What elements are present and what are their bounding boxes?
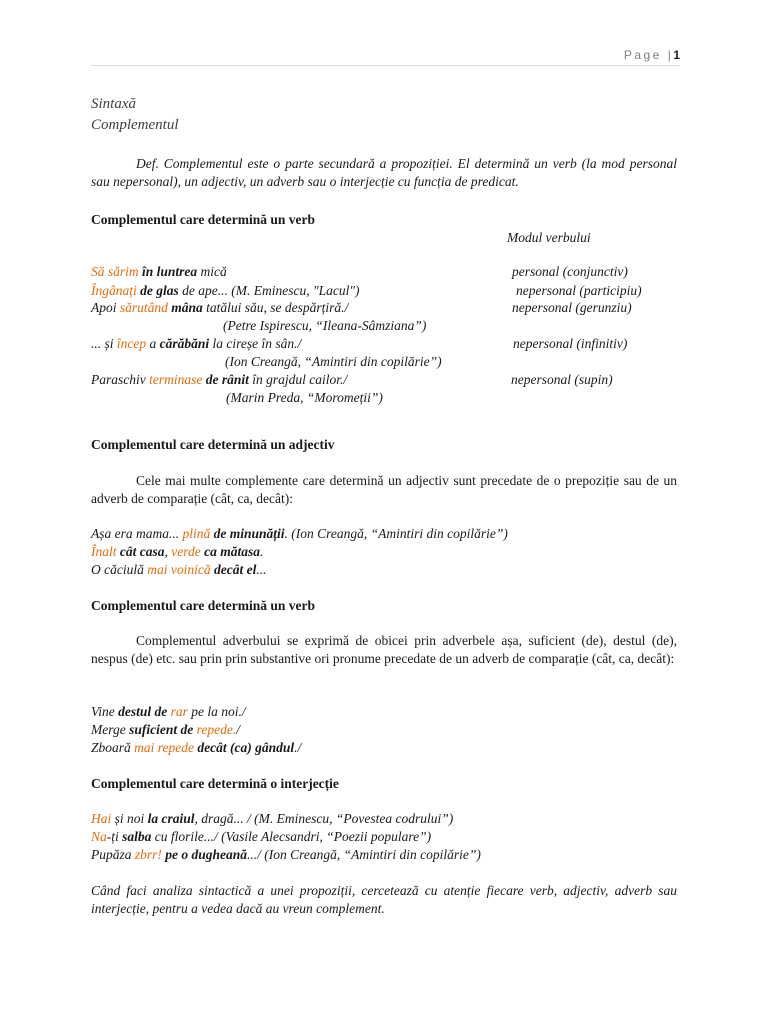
section2-heading: Complementul care determină un adjectiv <box>91 437 335 452</box>
section4-heading: Complementul care determină o interjecție <box>91 776 339 791</box>
mode-label: nepersonal (participiu) <box>516 283 642 298</box>
example-line: Pupăza zbrr! pe o dugheană.../ (Ion Creangă, “Amintiri din copilărie”) <box>91 847 481 862</box>
section1-heading: Complementul care determină un verb <box>91 212 315 227</box>
section3-heading: Complementul care determină un verb <box>91 598 315 613</box>
example-line: Așa era mama... plină de minunății. (Ion Creangă, “Amintiri din copilărie”) <box>91 526 508 541</box>
example-line: Vine destul de rar pe la noi./ <box>91 704 246 719</box>
example-line: O căciulă mai voinică decât el... <box>91 562 267 577</box>
example-line: Merge suficient de repede./ <box>91 722 240 737</box>
mode-label: nepersonal (supin) <box>511 372 613 387</box>
example-line: Paraschiv terminase de rânit în grajdul cailor./ <box>91 372 348 387</box>
page-number: 1 <box>673 48 680 62</box>
doc-title: Sintaxă <box>91 96 136 112</box>
example-line: Apoi sărutând mâna tatălui său, se despărțiră./ <box>91 300 349 315</box>
page-label: Page <box>623 48 662 62</box>
page-separator: | <box>667 48 674 62</box>
mode-column-header: Modul verbului <box>507 230 591 245</box>
conclusion-paragraph: Când faci analiza sintactică a unei propoziții, cercetează cu atenție fiecare verb, adjectiv, adverb sau interjecție, pentru a vedea dacă au vreun complement. <box>91 883 677 916</box>
mode-label: nepersonal (infinitiv) <box>513 336 628 351</box>
example-line: Hai și noi la craiul, dragă... / (M. Eminescu, “Povestea codrului”) <box>91 811 454 826</box>
example-line: Înalt cât casa, verde ca mătasa. <box>91 544 264 559</box>
section3-intro: Complementul adverbului se exprimă de obicei prin adverbele așa, suficient (de), destul (de), nespus (de) etc. sau prin prin substantive ori pronume precedate de un adverb de comparație (cât, ca, decât): <box>91 633 677 666</box>
example-source: (Petre Ispirescu, “Ileana-Sâmziana”) <box>223 318 427 333</box>
example-line: ... și încep a cărăbăni la cireșe în sân./ <box>91 336 302 351</box>
page-header <box>91 46 680 66</box>
example-source: (Ion Creangă, “Amintiri din copilărie”) <box>225 354 442 369</box>
section2-intro: Cele mai multe complemente care determină un adjectiv sunt precedate de o prepoziție sau de un adverb de comparație (cât, ca, decât): <box>91 473 677 506</box>
example-line: Îngânați de glas de ape... (M. Eminescu, "Lacul") <box>91 283 360 298</box>
example-line: Să sărim în luntrea mică <box>91 264 227 279</box>
example-line: Na-ți salba cu florile.../ (Vasile Alecsandri, “Poezii populare”) <box>91 829 432 844</box>
example-line: Zboară mai repede decât (ca) gândul./ <box>91 740 302 755</box>
example-source: (Marin Preda, “Moromeții”) <box>226 390 383 405</box>
mode-label: personal (conjunctiv) <box>512 264 628 279</box>
mode-label: nepersonal (gerunziu) <box>512 300 632 315</box>
doc-subtitle: Complementul <box>91 117 179 133</box>
definition-paragraph: Def. Complementul este o parte secundară a propoziției. El determină un verb (la mod personal sau nepersonal), un adjectiv, un adverb sau o interjecție cu funcția de predicat. <box>91 156 677 189</box>
